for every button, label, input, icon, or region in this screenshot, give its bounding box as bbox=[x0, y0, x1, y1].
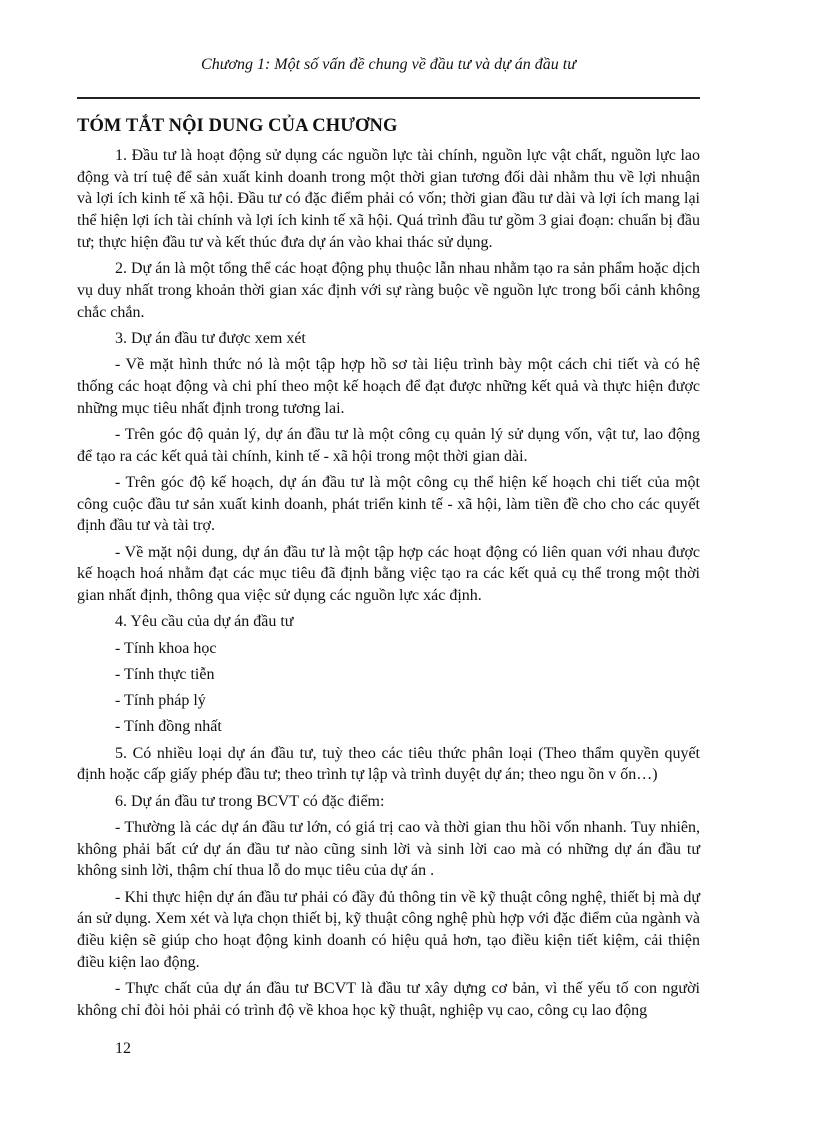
paragraph-6c: - Thực chất của dự án đầu tư BCVT là đầu tư xây dựng cơ bản, vì thế yếu tố con người không chỉ đòi hỏi phải có trình độ về khoa học kỹ thuật, nghiệp vụ cao, công cụ lao động bbox=[77, 980, 700, 1019]
paragraph-1: 1. Đầu tư là hoạt động sử dụng các nguồn lực tài chính, nguồn lực vật chất, nguồn lực lao động và trí tuệ để sản xuất kinh doanh trong một thời gian tương đối dài nhằm thu về lợi nhuận và lợi ích kinh tế xã hội. Đầu tư có đặc điểm phải có vốn; thời gian đầu tư dài và lợi ích mang lại thể hiện lợi ích tài chính và lợi ích kinh tế xã hội. Quá trình đầu tư gồm 3 giai đoạn: chuẩn bị đầu tư; thực hiện đầu tư và kết thúc đưa dự án vào khai thác sử dụng. bbox=[77, 147, 700, 251]
list-item-4: - Tính đồng nhất bbox=[115, 718, 222, 736]
paragraph-3: 3. Dự án đầu tư được xem xét bbox=[115, 329, 306, 347]
paragraph-2: 2. Dự án là một tổng thể các hoạt động phụ thuộc lẫn nhau nhằm tạo ra sản phẩm hoặc dịch vụ duy nhất trong khoản thời gian xác định với sự ràng buộc về nguồn lực trong bối cảnh không chắc chắn. bbox=[77, 260, 700, 321]
paragraph-6a: - Thường là các dự án đầu tư lớn, có giá trị cao và thời gian thu hồi vốn nhanh. Tuy nhiên, không phải bất cứ dự án đầu tư nào cũng sinh lời và sinh lời cao mà có những dự án đầu tư không sinh lời, thậm chí thua lỗ do mục tiêu của dự án . bbox=[77, 819, 700, 880]
page-number: 12 bbox=[115, 1040, 131, 1057]
paragraph-3d: - Về mặt nội dung, dự án đầu tư là một tập hợp các hoạt động có liên quan với nhau được kế hoạch hoá nhằm đạt các mục tiêu đã định bằng việc tạo ra các kết quả cụ thể trong một thời gian nhất định, thông qua việc sử dụng các nguồn lực xác định. bbox=[77, 543, 700, 604]
paragraph-3a: - Về mặt hình thức nó là một tập hợp hồ sơ tài liệu trình bày một cách chi tiết và có hệ thống các hoạt động và chi phí theo một kế hoạch để đạt được những kết quả và thực hiện được những mục tiêu nhất định trong tương lai. bbox=[77, 356, 700, 417]
page-content bbox=[77, 113, 700, 1026]
paragraph-6b: - Khi thực hiện dự án đầu tư phải có đầy đủ thông tin về kỹ thuật công nghệ, thiết bị mà dự án sử dụng. Xem xét và lựa chọn thiết bị, kỹ thuật công nghệ phù hợp với đặc điểm của ngành và điều kiện sẽ giúp cho hoạt động kinh doanh có hiệu quả hơn, tạo điều kiện tiết kiệm, cải thiện điều kiện lao động. bbox=[77, 888, 700, 971]
paragraph-4: 4. Yêu cầu của dự án đầu tư bbox=[115, 613, 294, 631]
list-item-1: - Tính khoa học bbox=[115, 639, 217, 657]
running-header: Chương 1: Một số vấn đề chung về đầu tư và dự án đầu tư bbox=[201, 56, 576, 73]
paragraph-6: 6. Dự án đầu tư trong BCVT có đặc điểm: bbox=[115, 792, 385, 810]
paragraph-5: 5. Có nhiều loại dự án đầu tư, tuỳ theo các tiêu thức phân loại (Theo thẩm quyền quyết định hoặc cấp giấy phép đầu tư; theo trình tự lập và trình duyệt dự án; theo ngu ồn v ốn…) bbox=[77, 744, 700, 784]
paragraph-3b: - Trên góc độ quản lý, dự án đầu tư là một công cụ quản lý sử dụng vốn, vật tư, lao động để tạo ra các kết quả tài chính, kinh tế - xã hội trong một thời gian dài. bbox=[77, 425, 700, 465]
section-title: TÓM TẮT NỘI DUNG CỦA CHƯƠNG bbox=[77, 116, 398, 136]
paragraph-3c: - Trên góc độ kế hoạch, dự án đầu tư là một công cụ thể hiện kế hoạch chi tiết của một công cuộc đầu tư sản xuất kinh doanh, phát triển kinh tế - xã hội, làm tiền đề cho cho các quyết định đầu tư và tài trợ. bbox=[77, 473, 700, 535]
list-item-2: - Tính thực tiễn bbox=[115, 665, 215, 683]
header-rule bbox=[77, 97, 700, 99]
list-item-3: - Tính pháp lý bbox=[115, 692, 206, 710]
